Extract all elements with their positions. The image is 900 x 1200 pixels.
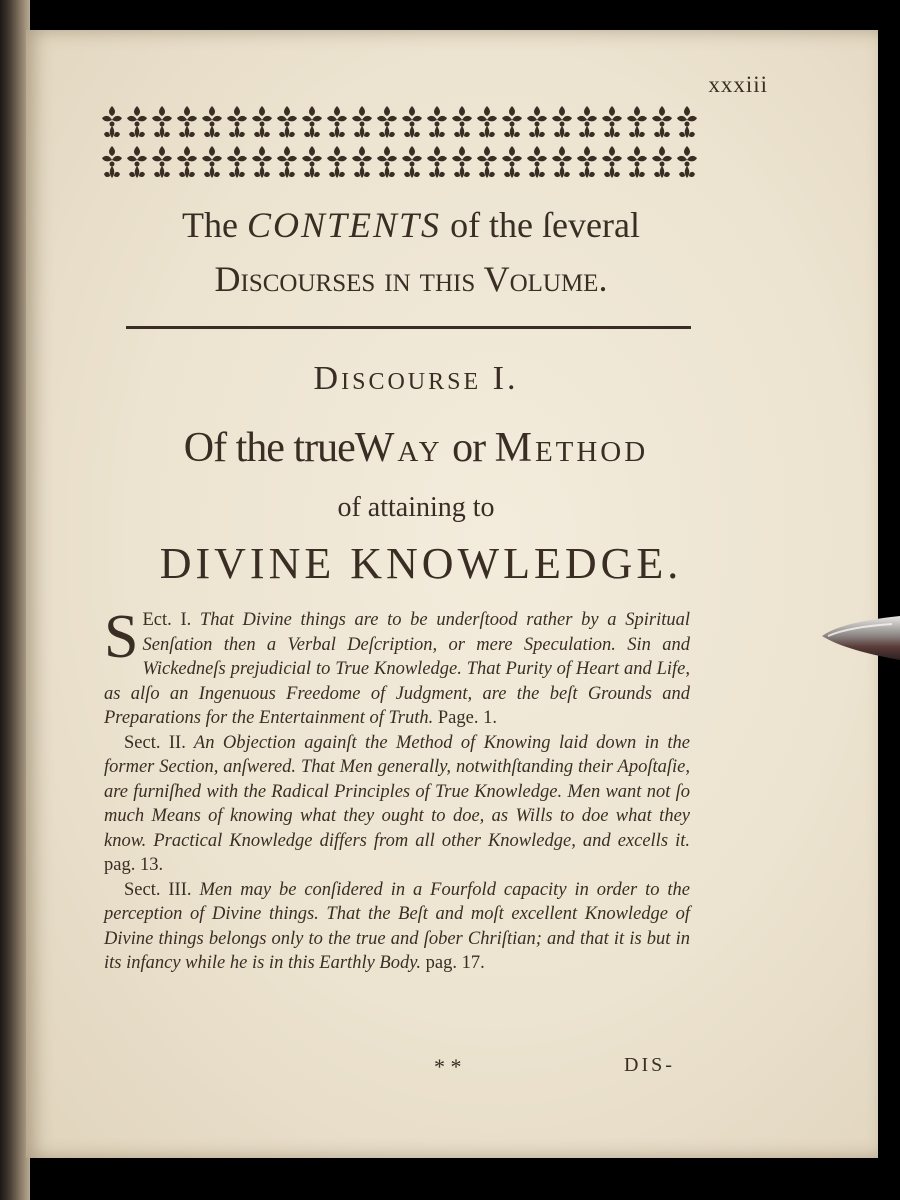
section-text: An Objection againſt the Method of Knowing laid down in the former Section, anſwered. That Men generally, notwithſtanding their Apoſtaſie, are furniſhed with the Radical Principles of True Knowledge. Men want not ſo much Means of knowing what they ought to doe, as Wills to doe what they know. Practical Knowledge differs from all other Knowledge, and excells it. <box>104 732 690 851</box>
section-page-ref: Page. 1. <box>437 708 497 728</box>
title-way: Way <box>354 425 443 471</box>
heading-word-the: The <box>182 205 238 245</box>
fleuron-border-icon <box>100 104 700 184</box>
section-label: Ect. I. <box>142 610 192 630</box>
section-label: Sect. II. <box>124 732 186 753</box>
section-page-ref: pag. 17. <box>425 953 485 973</box>
title-or: or <box>452 425 486 471</box>
contents-heading <box>86 198 736 306</box>
discourse-number: Discourse I. <box>313 360 519 397</box>
book-page <box>26 30 878 1158</box>
discourse-title-line-1 <box>86 424 746 472</box>
section-label: Sect. III. <box>124 879 192 900</box>
page-footer <box>26 1054 878 1094</box>
section-text: Men may be conſidered in a Fourfold capacity in order to the perception of Divine things. That the Beſt and moſt excellent Knowledge of Divine things belongs only to the true and ſober Chriſtian; and that it is but in its infancy while he is in this Earthly Body. <box>104 879 691 973</box>
discourse-title-line-3: DIVINE KNOWLEDGE. <box>159 539 683 588</box>
contents-heading-line-2: Discourses in this Volume. <box>214 259 608 299</box>
section-summary-2 <box>104 731 690 878</box>
discourse-title-line-2: of attaining to <box>337 492 495 523</box>
pen-tip-icon <box>822 612 900 664</box>
page-number: xxxiii <box>708 72 768 97</box>
section-text: That Divine things are to be underſtood rather by a Spiritual Senſation then a Verbal Deſcription, or mere Speculation. Sin and Wickedneſs prejudicial to True Knowledge. That Purity of Heart and Life, as alſo an Ingenuous Freedome of Judgment, are the beſt Grounds and Preparations for the Entertainment of Truth. <box>104 610 690 728</box>
section-page-ref: pag. 13. <box>104 855 164 875</box>
decorative-ornament-band <box>100 104 700 184</box>
section-summary-1 <box>104 603 690 731</box>
contents-heading-line-1 <box>86 198 736 252</box>
drop-cap: S <box>104 603 139 671</box>
catchword: DIS- <box>624 1054 675 1076</box>
signature-mark: * * <box>434 1054 462 1079</box>
heading-word-contents: CONTENTS <box>246 205 442 245</box>
section-summaries <box>104 603 691 976</box>
title-method: Method <box>494 425 649 471</box>
title-of-the-true: Of the true <box>183 425 355 471</box>
section-summary-3 <box>104 878 690 976</box>
heading-word-of-several: of the ſeveral <box>450 205 640 245</box>
horizontal-rule <box>126 326 691 329</box>
